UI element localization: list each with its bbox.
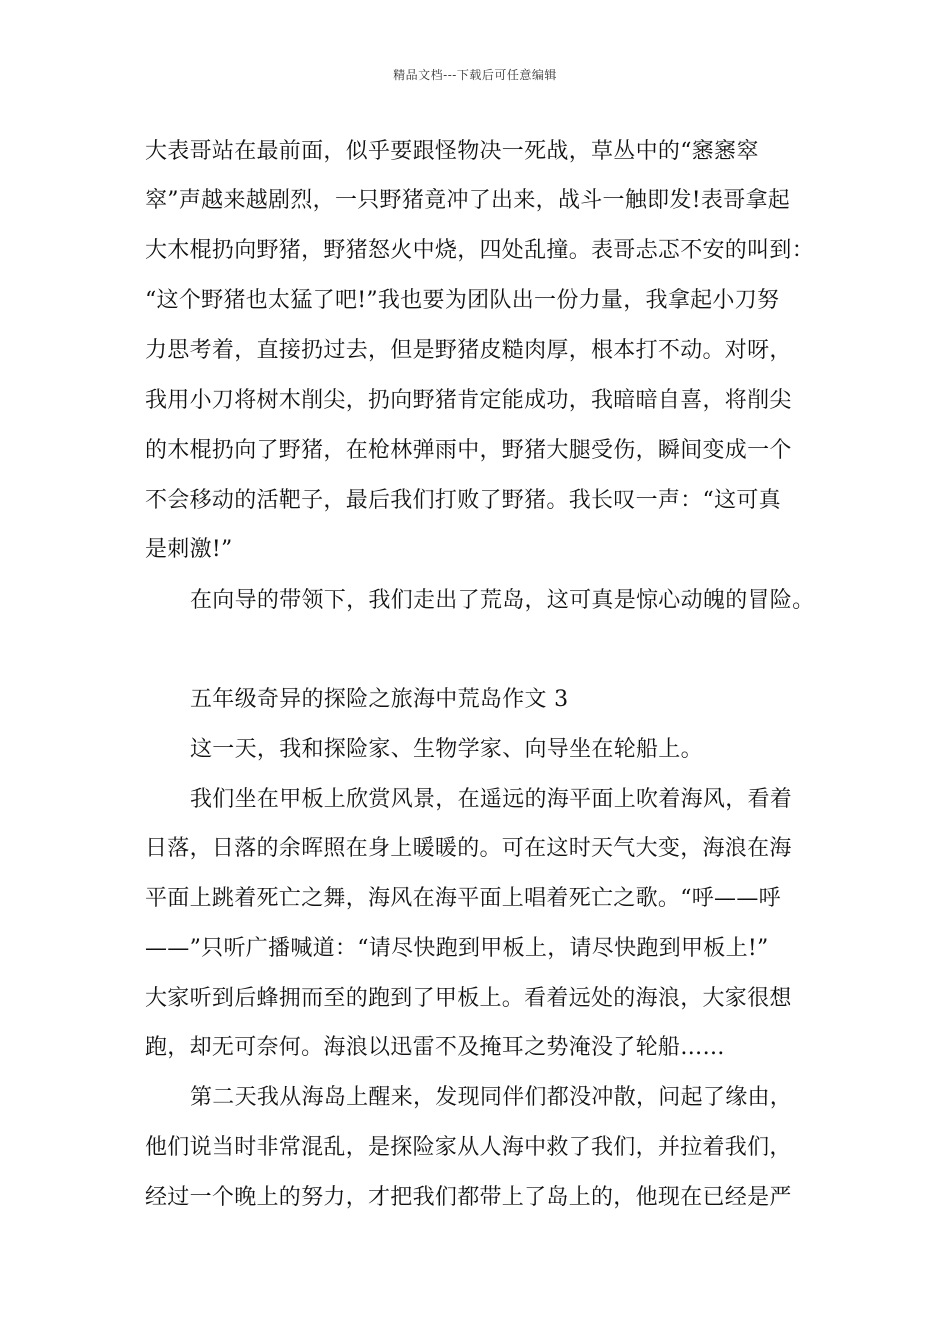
- paragraph-line: 他们说当时非常混乱，是探险家从人海中救了我们，并拉着我们，: [145, 1135, 792, 1160]
- paragraph-line: 跑，却无可奈何。海浪以迅雷不及掩耳之势淹没了轮船……: [145, 1035, 725, 1060]
- paragraph-line: 日落，日落的余晖照在身上暖暖的。可在这时天气大变，海浪在海: [145, 836, 792, 861]
- paragraph-line: 大木棍扔向野猪，野猪怒火中烧，四处乱撞。表哥忐忑不安的叫到：: [145, 238, 815, 263]
- paragraph-line: 平面上跳着死亡之舞，海风在海平面上唱着死亡之歌。“呼——呼: [145, 886, 781, 911]
- paragraph-line: 是刺激!”: [145, 537, 233, 562]
- paragraph-line: 大表哥站在最前面，似乎要跟怪物决一死战，草丛中的“窸窸窣: [145, 139, 759, 164]
- paragraph-line: 这一天，我和探险家、生物学家、向导坐在轮船上。: [190, 737, 703, 762]
- paragraph-line: 第二天我从海岛上醒来，发现同伴们都没冲散，问起了缘由，: [190, 1085, 793, 1110]
- paragraph-line: 我们坐在甲板上欣赏风景，在遥远的海平面上吹着海风，看着: [190, 787, 793, 812]
- paragraph-line: 不会移动的活靶子，最后我们打败了野猪。我长叹一声：“这可真: [145, 488, 781, 513]
- paragraph-line: 经过一个晚上的努力，才把我们都带上了岛上的，他现在已经是严: [145, 1185, 792, 1210]
- paragraph-line: 的木棍扔向了野猪，在枪林弹雨中，野猪大腿受伤，瞬间变成一个: [145, 438, 792, 463]
- paragraph-line: 我用小刀将树木削尖，扔向野猪肯定能成功，我暗暗自喜，将削尖: [145, 388, 792, 413]
- paragraph-line: 力思考着，直接扔过去，但是野猪皮糙肉厚，根本打不动。对呀，: [145, 338, 792, 363]
- paragraph-line: “这个野猪也太猛了吧!”我也要为团队出一份力量，我拿起小刀努: [145, 288, 780, 313]
- paragraph-line: 大家听到后蜂拥而至的跑到了甲板上。看着远处的海浪，大家很想: [145, 986, 792, 1011]
- paragraph-line: ——”只听广播喊道：“请尽快跑到甲板上，请尽快跑到甲板上!”: [145, 936, 769, 961]
- section-title: 五年级奇异的探险之旅海中荒岛作文 3: [190, 687, 569, 712]
- paragraph-line: 在向导的带领下，我们走出了荒岛，这可真是惊心动魄的冒险。: [190, 588, 815, 613]
- paragraph-line: 窣”声越来越剧烈，一只野猪竟冲了出来，战斗一触即发!表哥拿起: [145, 188, 791, 213]
- page-header: 精品文档---下载后可任意编辑: [393, 68, 557, 82]
